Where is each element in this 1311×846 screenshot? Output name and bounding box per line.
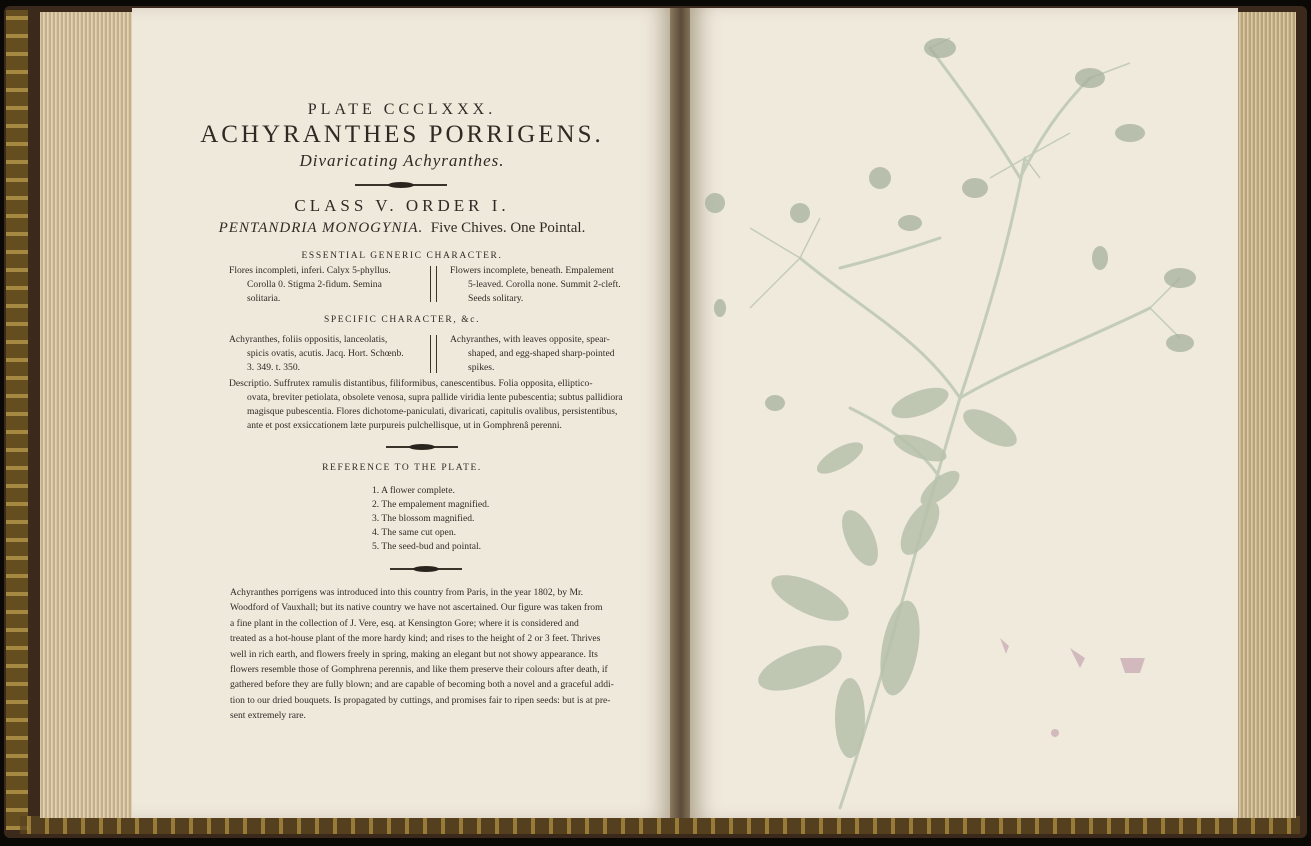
body-paragraph: [230, 585, 638, 724]
system-english: Five Chives. One Pointal.: [430, 220, 586, 236]
reference-heading: REFERENCE TO THE PLATE.: [322, 463, 482, 473]
column-divider: [430, 335, 437, 373]
ornamental-rule-3: [390, 568, 462, 570]
page-title: ACHYRANTHES PORRIGENS.: [200, 121, 604, 148]
class-order: CLASS V. ORDER I.: [294, 196, 510, 215]
specific-english-line: spikes.: [468, 362, 495, 373]
body-line: Woodford of Vauxhall; but its native country we have not ascertained. Our figure was taken from: [230, 602, 603, 614]
body-line: well in rich earth, and flowers freely in spring, making an elegant but not showy appearance. Its: [230, 648, 598, 660]
page-edges-left: [40, 12, 136, 818]
descriptio-line: Descriptio. Suffrutex ramulis distantibus, filiformibus, canescentibus. Folia opposita, elliptico-: [229, 378, 593, 389]
descriptio-line: ovata, breviter petiolata, obsolete venosa, supra pallide viridia lente pubescentia; subtus pallidiora: [247, 392, 623, 403]
column-divider: [430, 266, 437, 302]
generic-latin-line: Flores incompleti, inferi. Calyx 5-phyllus.: [229, 265, 391, 276]
list-item: 4. The same cut open.: [372, 527, 457, 538]
reference-list: [372, 484, 489, 554]
list-item: 3. The blossom magnified.: [372, 513, 475, 524]
specific-latin-line: spicis ovatis, acutis. Jacq. Hort. Schœnb.: [247, 348, 404, 359]
generic-english: [450, 264, 650, 306]
generic-latin-line: solitaria.: [247, 293, 281, 304]
flower-heads: [705, 38, 1196, 411]
common-name: Divaricating Achyranthes.: [299, 151, 505, 170]
ornamental-rule-2: [386, 446, 458, 448]
descriptio-line: magisque pubescentia. Flores dichotome-paniculati, divaricati, capitulis ovalibus, persistentibus,: [247, 406, 618, 417]
ornamental-rule-1: [355, 184, 447, 186]
specific-latin: [229, 333, 425, 375]
gilt-border-left: [6, 10, 28, 830]
list-item: 5. The seed-bud and pointal.: [372, 541, 482, 552]
generic-english-line: Seeds solitary.: [468, 293, 524, 304]
specific-latin-line: 3. 349. t. 350.: [247, 362, 301, 373]
body-line: flowers resemble those of Gomphrena perennis, and like them preserve their colours after death, if: [230, 664, 608, 676]
plate-number: PLATE CCCLXXX.: [307, 101, 497, 118]
leaves: [752, 381, 1022, 758]
descriptio-paragraph: [229, 377, 649, 433]
body-line: gathered before they are fully blown; and are capable of becoming both a novel and a graceful addi-: [230, 679, 614, 691]
specific-english-line: shaped, and egg-shaped sharp-pointed: [468, 348, 615, 359]
gilt-border-bottom: [20, 816, 1300, 834]
generic-latin: [229, 264, 425, 306]
specific-english-line: Achyranthes, with leaves opposite, spear-: [450, 334, 610, 345]
generic-latin-line: Corolla 0. Stigma 2-fidum. Semina: [247, 279, 382, 290]
body-line: a fine plant in the collection of J. Vere, esq. at Kensington Gore; where it is considered and: [230, 617, 579, 629]
specific-english: [450, 333, 650, 375]
body-line: treated as a hot-house plant of the more hardy kind; and rises to the height of 2 or 3 feet. Thrives: [230, 633, 601, 645]
specific-latin-line: Achyranthes, foliis oppositis, lanceolatis,: [229, 334, 388, 345]
generic-character-heading: ESSENTIAL GENERIC CHARACTER.: [301, 251, 503, 261]
descriptio-line: ante et post exsiccationem læte purpureis pulchellisque, ut in Gomphrenâ perenni.: [247, 420, 562, 431]
list-item: 2. The empalement magnified.: [372, 499, 490, 510]
book-gutter: [670, 8, 692, 818]
system-italic: PENTANDRIA MONOGYNIA.: [218, 220, 424, 236]
generic-english-line: 5-leaved. Corolla none. Summit 2-cleft.: [468, 279, 621, 290]
page-edges-right: [1236, 12, 1296, 818]
list-item: 1. A flower complete.: [372, 485, 455, 496]
body-line: tion to our dried bouquets. Is propagated by cuttings, and promises fair to ripen seeds: but is at pre-: [230, 694, 611, 706]
dissection-figures: [1000, 638, 1145, 737]
body-line: sent extremely rare.: [230, 710, 306, 722]
generic-english-line: Flowers incomplete, beneath. Empalement: [450, 265, 614, 276]
body-line: Achyranthes porrigens was introduced into this country from Paris, in the year 1802, by Mr.: [230, 587, 584, 598]
system-line: [132, 220, 672, 237]
specific-character-heading: SPECIFIC CHARACTER, &c.: [323, 315, 481, 325]
botanical-illustration: [690, 8, 1238, 818]
